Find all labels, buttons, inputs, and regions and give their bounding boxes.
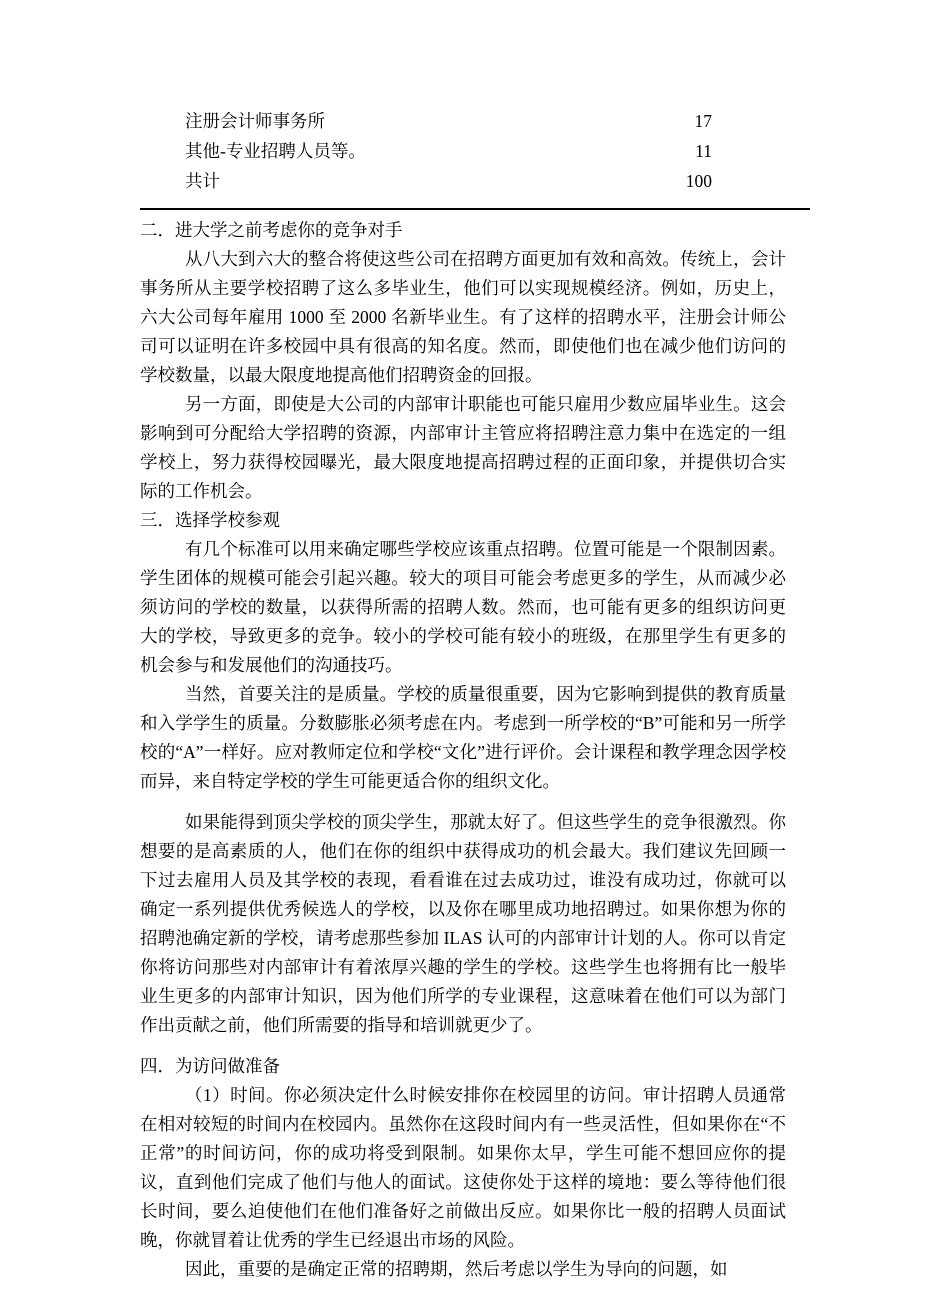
table-row-label: 共计 — [185, 171, 220, 191]
section-3 — [140, 506, 786, 1040]
paragraph: 当然，首要关注的是质量。学校的质量很重要，因为它影响到提供的教育质量和入学学生的质量。分数膨胀必须考虑在内。考虑到一所学校的“B”可能和另一所学校的“A”一样好。应对教师定位和学校“文化”进行评价。会计课程和教学理念因学校而异，来自特定学校的学生可能更适合你的组织文化。 — [140, 684, 786, 791]
table-row — [140, 166, 712, 196]
table-row — [140, 136, 712, 166]
table-row — [140, 106, 712, 136]
table-row-value: 17 — [694, 111, 712, 131]
table-row-value: 11 — [695, 141, 712, 161]
table-row-label: 其他-专业招聘人员等。 — [185, 141, 366, 161]
section-heading: 四．为访问做准备 — [140, 1056, 280, 1076]
paragraph: 另一方面，即使是大公司的内部审计职能也可能只雇用少数应届毕业生。这会影响到可分配给大学招聘的资源，内部审计主管应将招聘注意力集中在选定的一组学校上，努力获得校园曝光，最大限度地提高招聘过程的正面印象，并提供切合实际的工作机会。 — [140, 394, 786, 501]
table-row-label: 注册会计师事务所 — [185, 111, 325, 131]
section-2 — [140, 216, 786, 506]
section-heading: 三．选择学校参观 — [140, 510, 280, 530]
summary-table — [140, 106, 712, 196]
horizontal-divider — [140, 208, 810, 210]
paragraph: （1）时间。你必须决定什么时候安排你在校园里的访问。审计招聘人员通常在相对较短的时间内在校园内。虽然你在这段时间内有一些灵活性，但如果你在“不正常”的时间访问，你的成功将受到限制。如果你太早，学生可能不想回应你的提议，直到他们完成了他们与他人的面试。这使你处于这样的境地：要么等待他们很长时间，要么迫使他们在他们准备好之前做出反应。如果你比一般的招聘人员面试晚，你就冒着让优秀的学生已经退出市场的风险。 — [140, 1085, 786, 1250]
table-row-value: 100 — [685, 171, 712, 191]
section-heading: 二．进大学之前考虑你的竞争对手 — [140, 220, 403, 240]
paragraph: 如果能得到顶尖学校的顶尖学生，那就太好了。但这些学生的竞争很激烈。你想要的是高素质的人，他们在你的组织中获得成功的机会最大。我们建议先回顾一下过去雇用人员及其学校的表现，看看谁在过去成功过，谁没有成功过，你就可以确定一系列提供优秀候选人的学校，以及你在哪里成功地招聘过。如果你想为你的招聘池确定新的学校，请考虑那些参加 ILAS 认可的内部审计计划的人。你可以肯定你将访问那些对内部审计有着浓厚兴趣的学生的学校。这些学生也将拥有比一般毕业生更多的内部审计知识，因为他们所学的专业课程，这意味着在他们可以为部门作出贡献之前，他们所需要的指导和培训就更少了。 — [140, 812, 786, 1035]
paragraph: 从八大到六大的整合将使这些公司在招聘方面更加有效和高效。传统上，会计事务所从主要学校招聘了这么多毕业生，他们可以实现规模经济。例如，历史上，六大公司每年雇用 1000 至 2000 名新毕业生。有了这样的招聘水平，注册会计师公司可以证明在许多校园中具有很高的知名度。然而，即使他们也在减少他们访问的学校数量，以最大限度地提高他们招聘资金的回报。 — [140, 249, 786, 385]
paragraph: 有几个标准可以用来确定哪些学校应该重点招聘。位置可能是一个限制因素。学生团体的规模可能会引起兴趣。较大的项目可能会考虑更多的学生，从而减少必须访问的学校的数量，以获得所需的招聘人数。然而，也可能有更多的组织访问更大的学校，导致更多的竞争。较小的学校可能有较小的班级，在那里学生有更多的机会参与和发展他们的沟通技巧。 — [140, 539, 786, 675]
paragraph: 因此，重要的是确定正常的招聘期，然后考虑以学生为导向的问题，如 — [185, 1259, 728, 1279]
section-4 — [140, 1052, 786, 1284]
